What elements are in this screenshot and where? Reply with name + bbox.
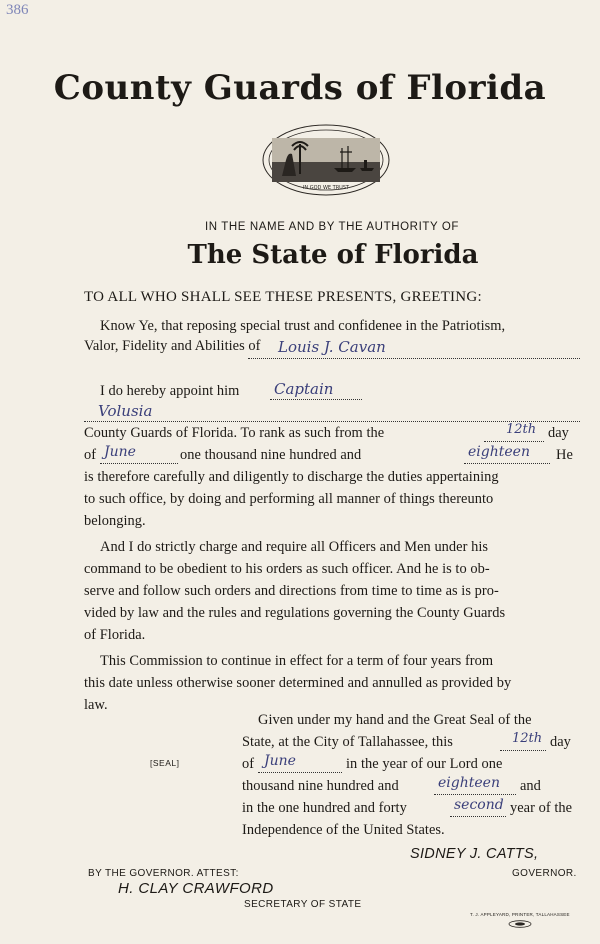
printer-imprint: T. J. APPLEYARD, PRINTER, TALLAHASSEE xyxy=(470,912,570,917)
text-segment: in the year of our Lord one xyxy=(346,756,503,772)
text-line: serve and follow such orders and directions from time to time as is pro- xyxy=(84,583,499,599)
text-segment: of xyxy=(84,447,97,463)
handwritten-given-day: 12th xyxy=(512,731,543,746)
union-label-icon xyxy=(508,920,532,928)
independence-year-blank xyxy=(450,799,506,817)
governor-title: GOVERNOR. xyxy=(512,868,577,879)
text-segment: day xyxy=(548,425,569,441)
text-line: Given under my hand and the Great Seal of the xyxy=(258,712,532,728)
governor-name: SIDNEY J. CATTS, xyxy=(410,846,539,862)
secretary-name: H. CLAY CRAWFORD xyxy=(118,880,274,897)
text-line: Know Ye, that reposing special trust and confidenee in the Patriotism, xyxy=(100,318,506,334)
text-segment: He xyxy=(556,447,573,463)
text-segment: year of the xyxy=(510,800,573,816)
svg-text:IN GOD WE TRUST: IN GOD WE TRUST xyxy=(302,185,350,191)
attest-label: BY THE GOVERNOR. ATTEST: xyxy=(88,868,239,879)
given-month-blank xyxy=(258,755,342,773)
text-segment: and xyxy=(520,778,541,794)
text-line: command to be obedient to his orders as such officer. And he is to ob- xyxy=(84,561,490,577)
handwritten-month: June xyxy=(104,444,136,460)
handwritten-name: Louis J. Cavan xyxy=(278,338,386,356)
text-segment: Valor, Fidelity and Abilities of xyxy=(84,338,261,354)
text-line: County Guards of Florida. To rank as such from the xyxy=(84,425,385,441)
text-segment: of xyxy=(242,756,255,772)
text-line: law. xyxy=(84,697,108,713)
text-line: Independence of the United States. xyxy=(242,822,445,838)
text-line: to such office, by doing and performing all manner of things thereunto xyxy=(84,491,494,507)
text-line: And I do strictly charge and require all Officers and Men under his xyxy=(100,539,489,555)
month-blank xyxy=(100,446,178,464)
handwritten-independence-year: second xyxy=(454,797,504,813)
handwritten-county: Volusia xyxy=(98,402,153,420)
text-segment: in the one hundred and forty xyxy=(242,800,407,816)
text-line: This Commission to continue in effect for a term of four years from xyxy=(100,653,494,669)
text-line xyxy=(84,338,261,355)
state-heading: The State of Florida xyxy=(187,240,479,270)
greeting: TO ALL WHO SHALL SEE THESE PRESENTS, GREETING: xyxy=(84,289,482,305)
rank-blank xyxy=(270,380,362,400)
text-line: belonging. xyxy=(84,513,146,529)
text-segment: State, at the City of Tallahassee, this xyxy=(242,734,453,750)
text-line: this date unless otherwise sooner determined and annulled as provided by xyxy=(84,675,512,691)
text-line: vided by law and the rules and regulations governing the County Guards xyxy=(84,605,506,621)
text-line: of Florida. xyxy=(84,627,146,643)
secretary-title: SECRETARY OF STATE xyxy=(244,899,362,910)
given-year-blank xyxy=(434,777,516,795)
text-segment: thousand nine hundred and xyxy=(242,778,399,794)
handwritten-day: 12th xyxy=(506,422,537,437)
county-blank xyxy=(84,402,580,422)
seal-label: [SEAL] xyxy=(150,758,180,768)
stamp-number: 386 xyxy=(6,2,29,18)
document-title: County Guards of Florida xyxy=(53,68,547,108)
state-seal-emblem xyxy=(262,124,390,196)
handwritten-given-year: eighteen xyxy=(438,775,500,791)
handwritten-given-month: June xyxy=(264,753,296,769)
year-blank xyxy=(464,446,550,464)
authority-line: IN THE NAME AND BY THE AUTHORITY OF xyxy=(204,221,460,233)
text-segment: day xyxy=(550,734,571,750)
text-line: I do hereby appoint him xyxy=(100,383,240,399)
handwritten-rank: Captain xyxy=(274,380,334,398)
given-day-blank xyxy=(500,733,546,751)
text-segment: one thousand nine hundred and xyxy=(180,447,362,463)
name-blank xyxy=(248,338,580,359)
day-blank xyxy=(484,424,544,442)
handwritten-year: eighteen xyxy=(468,444,530,460)
text-line: is therefore carefully and diligently to discharge the duties appertaining xyxy=(84,469,499,485)
